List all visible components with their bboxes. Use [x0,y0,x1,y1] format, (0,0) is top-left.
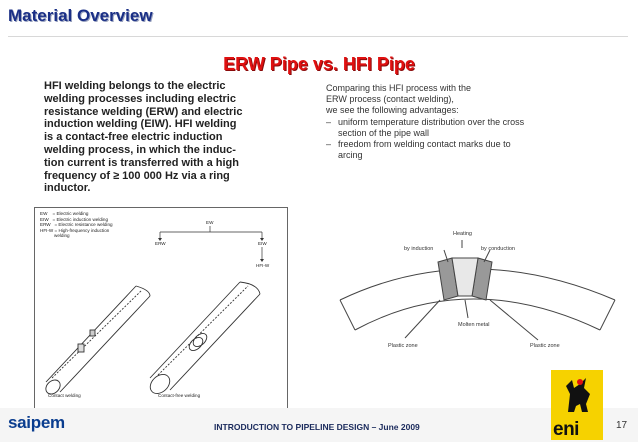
advantage-item: – uniform temperature distribution over the cross section of the pipe wall [326,117,526,139]
text-line: resistance welding (ERW) and electric [44,105,243,118]
intro-line: we see the following advantages: [326,105,459,116]
plastic-zone-right-label: Plastic zone [530,343,560,349]
molten-metal-label: Molten metal [458,322,490,328]
contact-welding-caption: Contact welding [48,393,81,398]
process-tree [160,226,262,260]
contactfree-welding-caption: Contact-free welding [158,393,201,398]
intro-line: Comparing this HFI process with the [326,83,472,93]
text-line: tion current is transferred with a high [44,156,239,169]
conduction-label: by conduction [481,246,515,252]
footer-title: INTRODUCTION TO PIPELINE DESIGN – June 2009 [214,422,420,432]
legend-line: EIW = Electric induction welding [40,216,109,222]
text-line: welding processes including electric [44,92,236,105]
legend-line: EW = Electric welding [40,211,89,216]
tree-root-label: EW [206,220,214,225]
tree-left-label: ERW [155,241,166,246]
intro-line: ERW process (contact welding), [326,94,454,105]
induction-label: by induction [404,246,434,252]
text-line: welding process, in which the induc- [44,143,236,156]
tree-bottom-label: HFI-W [256,263,270,268]
pipe-contactfree-welding [146,282,260,397]
legend-line: ERW = Electric resistance welding [40,222,113,228]
text-line: inductor. [44,182,91,195]
advantage-item: – freedom from welding contact marks due to arcing [326,139,526,161]
pipe-contact-welding [43,286,150,397]
slide-subtitle: ERW Pipe vs. HFI Pipe [223,54,415,74]
slide-header-title: Material Overview [8,6,153,25]
page-number: 17 [616,420,628,431]
text-line: HFI welding belongs to the electric [44,80,226,92]
text-line: frequency of ≥ 100 000 Hz via a ring [44,169,230,182]
text-line: induction welding (EIW). HFI welding [44,118,237,131]
legend-line: HFI-W = High-frequency induction [40,227,110,233]
saipem-logo: saipem [8,413,65,432]
eni-logo-text: eni [553,419,579,440]
tree-right-label: EIW [258,241,267,246]
heating-label: Heating [453,231,472,237]
text-line: is a contact-free electric induction [44,131,223,144]
plastic-zone-left-label: Plastic zone [388,343,418,349]
legend-line: welding [40,233,70,239]
eni-dog-icon [560,374,594,416]
tree-arrowheads [158,238,264,262]
